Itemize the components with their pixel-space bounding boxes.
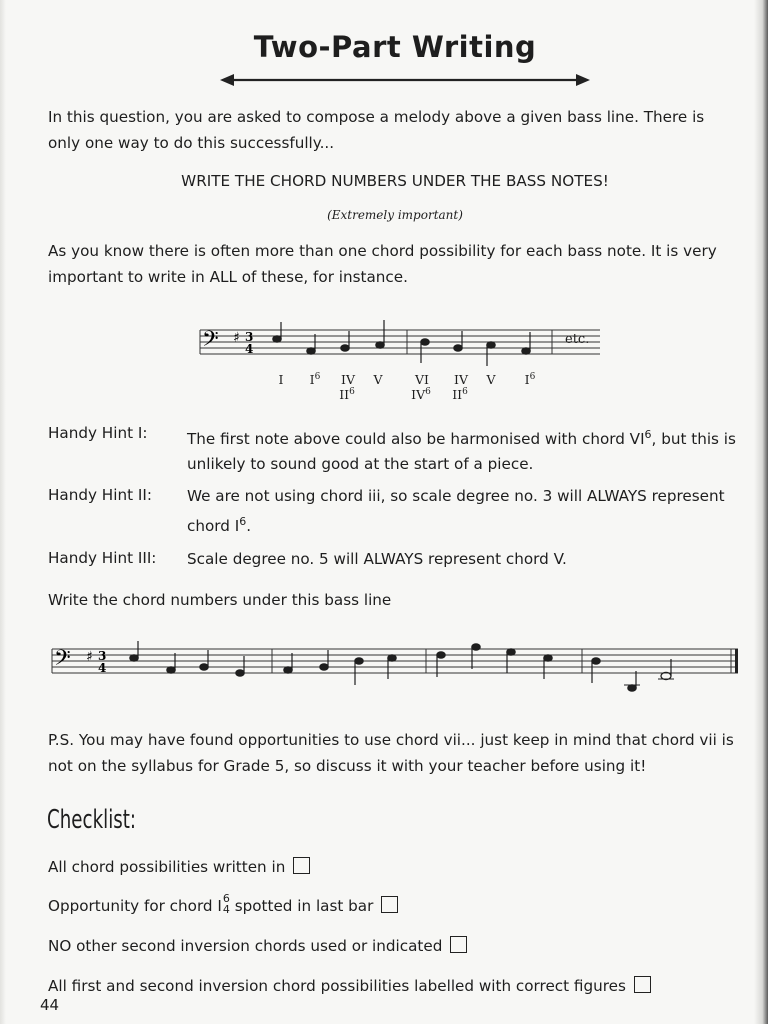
sharp-sign-icon: ♯ [233,330,240,346]
example-chord-label: I [278,372,284,387]
checkbox[interactable] [450,936,467,953]
title-double-arrow [220,70,590,90]
time-sig-bottom: 4 [245,342,254,356]
page-edge-right [754,0,768,1024]
checklist-item: All first and second inversion chord possibilities labelled with correct figures [48,976,651,995]
hint-label: Handy Hint I: [48,424,148,442]
example-chord-label: IV [454,372,468,387]
hint-text: Scale degree no. 5 will ALWAYS represent chord V. [187,550,567,568]
example-bass-staff [195,318,615,368]
exercise-prompt: Write the chord numbers under this bass line [48,591,392,609]
example-chord-label: $I^6$ [524,372,536,388]
time-sig-top: 3 [98,649,107,663]
ps-paragraph: P.S. You may have found opportunities to use chord vii... just keep in mind that chord vii is not on the syllabus for Grade 5, so discuss it with your teacher before using it! [48,731,734,775]
handwritten-note: (Extremely important) [327,208,463,222]
exercise-bass-staff [48,635,740,695]
example-chord-label-alt: $IV^6$ [411,387,431,403]
hint-label: Handy Hint II: [48,486,152,504]
intro-paragraph: In this question, you are asked to compose a melody above a given bass line. There is only one way to do this successfully... [48,108,705,152]
page-number: 44 [40,996,60,1014]
checkbox[interactable] [381,896,398,913]
checklist-item: All chord possibilities written in [48,857,310,876]
time-sig-bottom: 4 [98,661,107,675]
example-chord-label: $I^6$ [309,372,321,388]
sharp-sign-icon: ♯ [86,649,93,665]
time-sig-top: 3 [245,330,254,344]
hint-text: The first note above could also be harmonised with chord $VI^6$, but this is unlikely to sound good at the start of a piece. [187,428,736,474]
instruction-heading: WRITE THE CHORD NUMBERS UNDER THE BASS NOTES! [181,172,609,190]
possibility-paragraph: As you know there is often more than one chord possibility for each bass note. It is very important to write in ALL of these, for instance. [48,242,717,286]
page-title: Two-Part Writing [253,30,537,64]
example-chord-label: VI [415,372,429,387]
hint-label: Handy Hint III: [48,549,157,567]
checklist-item: NO other second inversion chords used or indicated [48,936,467,955]
example-chord-label-alt: $II^6$ [452,387,468,403]
example-chord-label: V [486,372,496,387]
example-etc-label: etc. [565,332,590,347]
example-chord-label-alt: $II^6$ [339,387,355,403]
page-edge-left [0,0,6,1024]
example-notes [273,320,530,366]
checkbox[interactable] [293,857,310,874]
example-chord-label: V [373,372,383,387]
example-chord-label: IV [341,372,355,387]
hint-text: We are not using chord iii, so scale degree no. 3 will ALWAYS represent chord $I^6$. [187,487,725,536]
checklist-item: Opportunity for chord I6 4 spotted in last bar [48,896,398,917]
checkbox[interactable] [634,976,651,993]
figured-bass: 6 4 [222,892,230,916]
bass-clef-icon: 𝄢 [202,327,219,357]
bass-clef-icon: 𝄢 [54,646,71,676]
checklist-heading: Checklist: [47,805,137,835]
